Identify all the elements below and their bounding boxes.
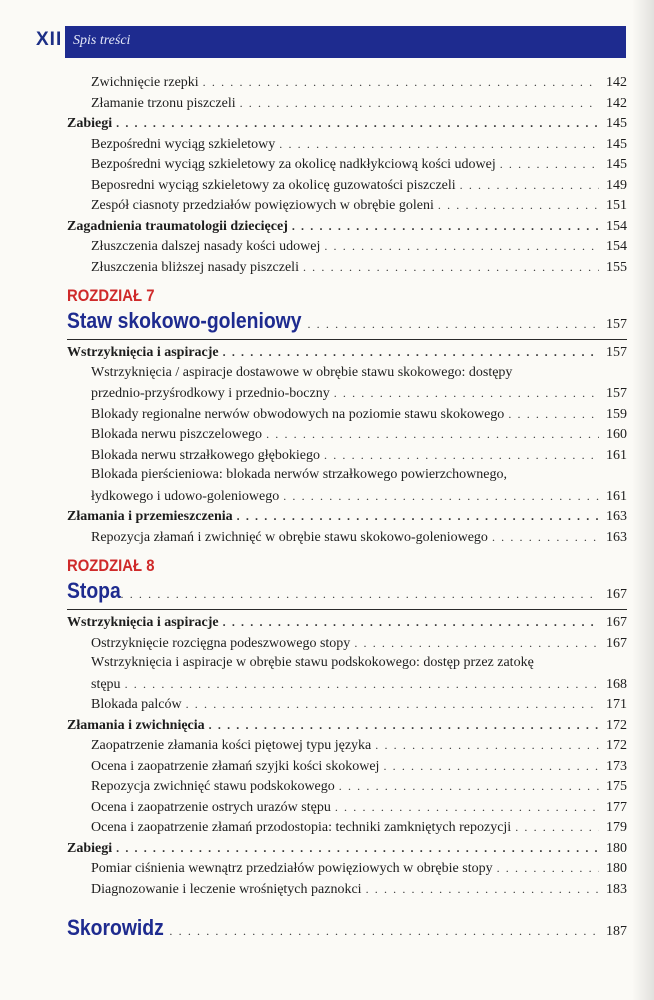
toc-entry[interactable]: Złamanie trzonu piszczeli . . . 142 bbox=[67, 93, 627, 114]
section-title: Spis treści bbox=[73, 33, 131, 48]
table-of-contents bbox=[67, 72, 627, 946]
toc-entry[interactable]: Bezpośredni wyciąg szkieletowy . . . 145 bbox=[67, 134, 627, 155]
toc-entry[interactable]: Blokada palców . . . 171 bbox=[67, 694, 627, 715]
page-number: XII bbox=[36, 29, 63, 50]
toc-entry[interactable]: Zaopatrzenie złamania kości piętowej typu języka . . . 172 bbox=[67, 735, 627, 756]
toc-entry[interactable]: przednio-przyśrodkowy i przednio-boczny . . . 157 bbox=[67, 383, 627, 404]
chapter-rule bbox=[67, 339, 627, 340]
chapter-8-label: ROZDZIAŁ 8 bbox=[67, 557, 155, 575]
chapter-8-title[interactable]: Stopa . . . 167 bbox=[67, 578, 627, 609]
toc-entry[interactable]: Ocena i zaopatrzenie złamań szyjki kości skokowej . . . 173 bbox=[67, 756, 627, 777]
toc-entry[interactable]: Diagnozowanie i leczenie wrośniętych paznokci . . . 183 bbox=[67, 879, 627, 900]
toc-entry[interactable]: stępu . . . 168 bbox=[67, 674, 627, 695]
toc-entry[interactable]: Ocena i zaopatrzenie ostrych urazów stępu . . . 177 bbox=[67, 797, 627, 818]
toc-entry[interactable]: Blokada nerwu piszczelowego . . . 160 bbox=[67, 424, 627, 445]
toc-entry[interactable]: Złuszczenia bliższej nasady piszczeli . . . 155 bbox=[67, 257, 627, 278]
page-edge-shadow bbox=[632, 0, 654, 1000]
toc-entry[interactable]: Beposredni wyciąg szkieletowy za okolicę guzowatości piszczeli . . . 149 bbox=[67, 175, 627, 196]
running-header bbox=[28, 26, 626, 58]
toc-entry[interactable]: Bezpośredni wyciąg szkieletowy za okolicę nadkłykciową kości udowej . . . 145 bbox=[67, 154, 627, 175]
toc-entry[interactable]: Złuszczenia dalszej nasady kości udowej . . . 154 bbox=[67, 236, 627, 257]
toc-section[interactable]: Zabiegi . . . 145 bbox=[67, 113, 627, 134]
toc-entry[interactable]: Repozycja złamań i zwichnięć w obrębie stawu skokowo-goleniowego . . . 163 bbox=[67, 527, 627, 548]
toc-section[interactable]: Wstrzyknięcia i aspiracje . . . 157 bbox=[67, 342, 627, 363]
toc-entry[interactable]: Blokady regionalne nerwów obwodowych na poziomie stawu skokowego . . . 159 bbox=[67, 404, 627, 425]
chapter-rule bbox=[67, 609, 627, 610]
toc-entry[interactable]: Ocena i zaopatrzenie złamań przodostopia: techniki zamkniętych repozycji . . . 179 bbox=[67, 817, 627, 838]
toc-entry-line[interactable]: Blokada pierścieniowa: blokada nerwów strzałkowego powierzchownego, bbox=[91, 467, 507, 482]
toc-entry[interactable]: Repozycja zwichnięć stawu podskokowego . . . 175 bbox=[67, 776, 627, 797]
toc-entry-line[interactable]: Wstrzyknięcia / aspiracje dostawowe w obrębie stawu skokowego: dostępy bbox=[91, 364, 513, 380]
toc-section[interactable]: Złamania i przemieszczenia . . . 163 bbox=[67, 506, 627, 527]
index-title[interactable]: Skorowidz . . . 187 bbox=[67, 915, 627, 946]
toc-entry[interactable]: Blokada nerwu strzałkowego głębokiego . . . 161 bbox=[67, 445, 627, 466]
toc-section[interactable]: Wstrzyknięcia i aspiracje . . . 167 bbox=[67, 612, 627, 633]
toc-block-1 bbox=[67, 72, 627, 277]
header-bar bbox=[65, 26, 626, 58]
toc-entry-line[interactable]: Wstrzyknięcia i aspiracje w obrębie stawu podskokowego: dostęp przez zatokę bbox=[91, 655, 534, 670]
chapter-7-label: ROZDZIAŁ 7 bbox=[67, 287, 155, 305]
toc-section[interactable]: Zabiegi . . . 180 bbox=[67, 838, 627, 859]
toc-entry[interactable]: Zwichnięcie rzepki . . . 142 bbox=[67, 72, 627, 93]
toc-section[interactable]: Zagadnienia traumatologii dziecięcej . . . 154 bbox=[67, 216, 627, 237]
toc-entry[interactable]: Ostrzyknięcie rozcięgna podeszwowego stopy . . . 167 bbox=[67, 633, 627, 654]
toc-entry[interactable]: łydkowego i udowo-goleniowego . . . 161 bbox=[67, 486, 627, 507]
toc-entry[interactable]: Zespół ciasnoty przedziałów powięziowych w obrębie goleni . . . 151 bbox=[67, 195, 627, 216]
toc-entry[interactable]: Pomiar ciśnienia wewnątrz przedziałów powięziowych w obrębie stopy . . . 180 bbox=[67, 858, 627, 879]
chapter-7-title[interactable]: Staw skokowo-goleniowy . . . 157 bbox=[67, 308, 627, 339]
toc-section[interactable]: Złamania i zwichnięcia . . . 172 bbox=[67, 715, 627, 736]
